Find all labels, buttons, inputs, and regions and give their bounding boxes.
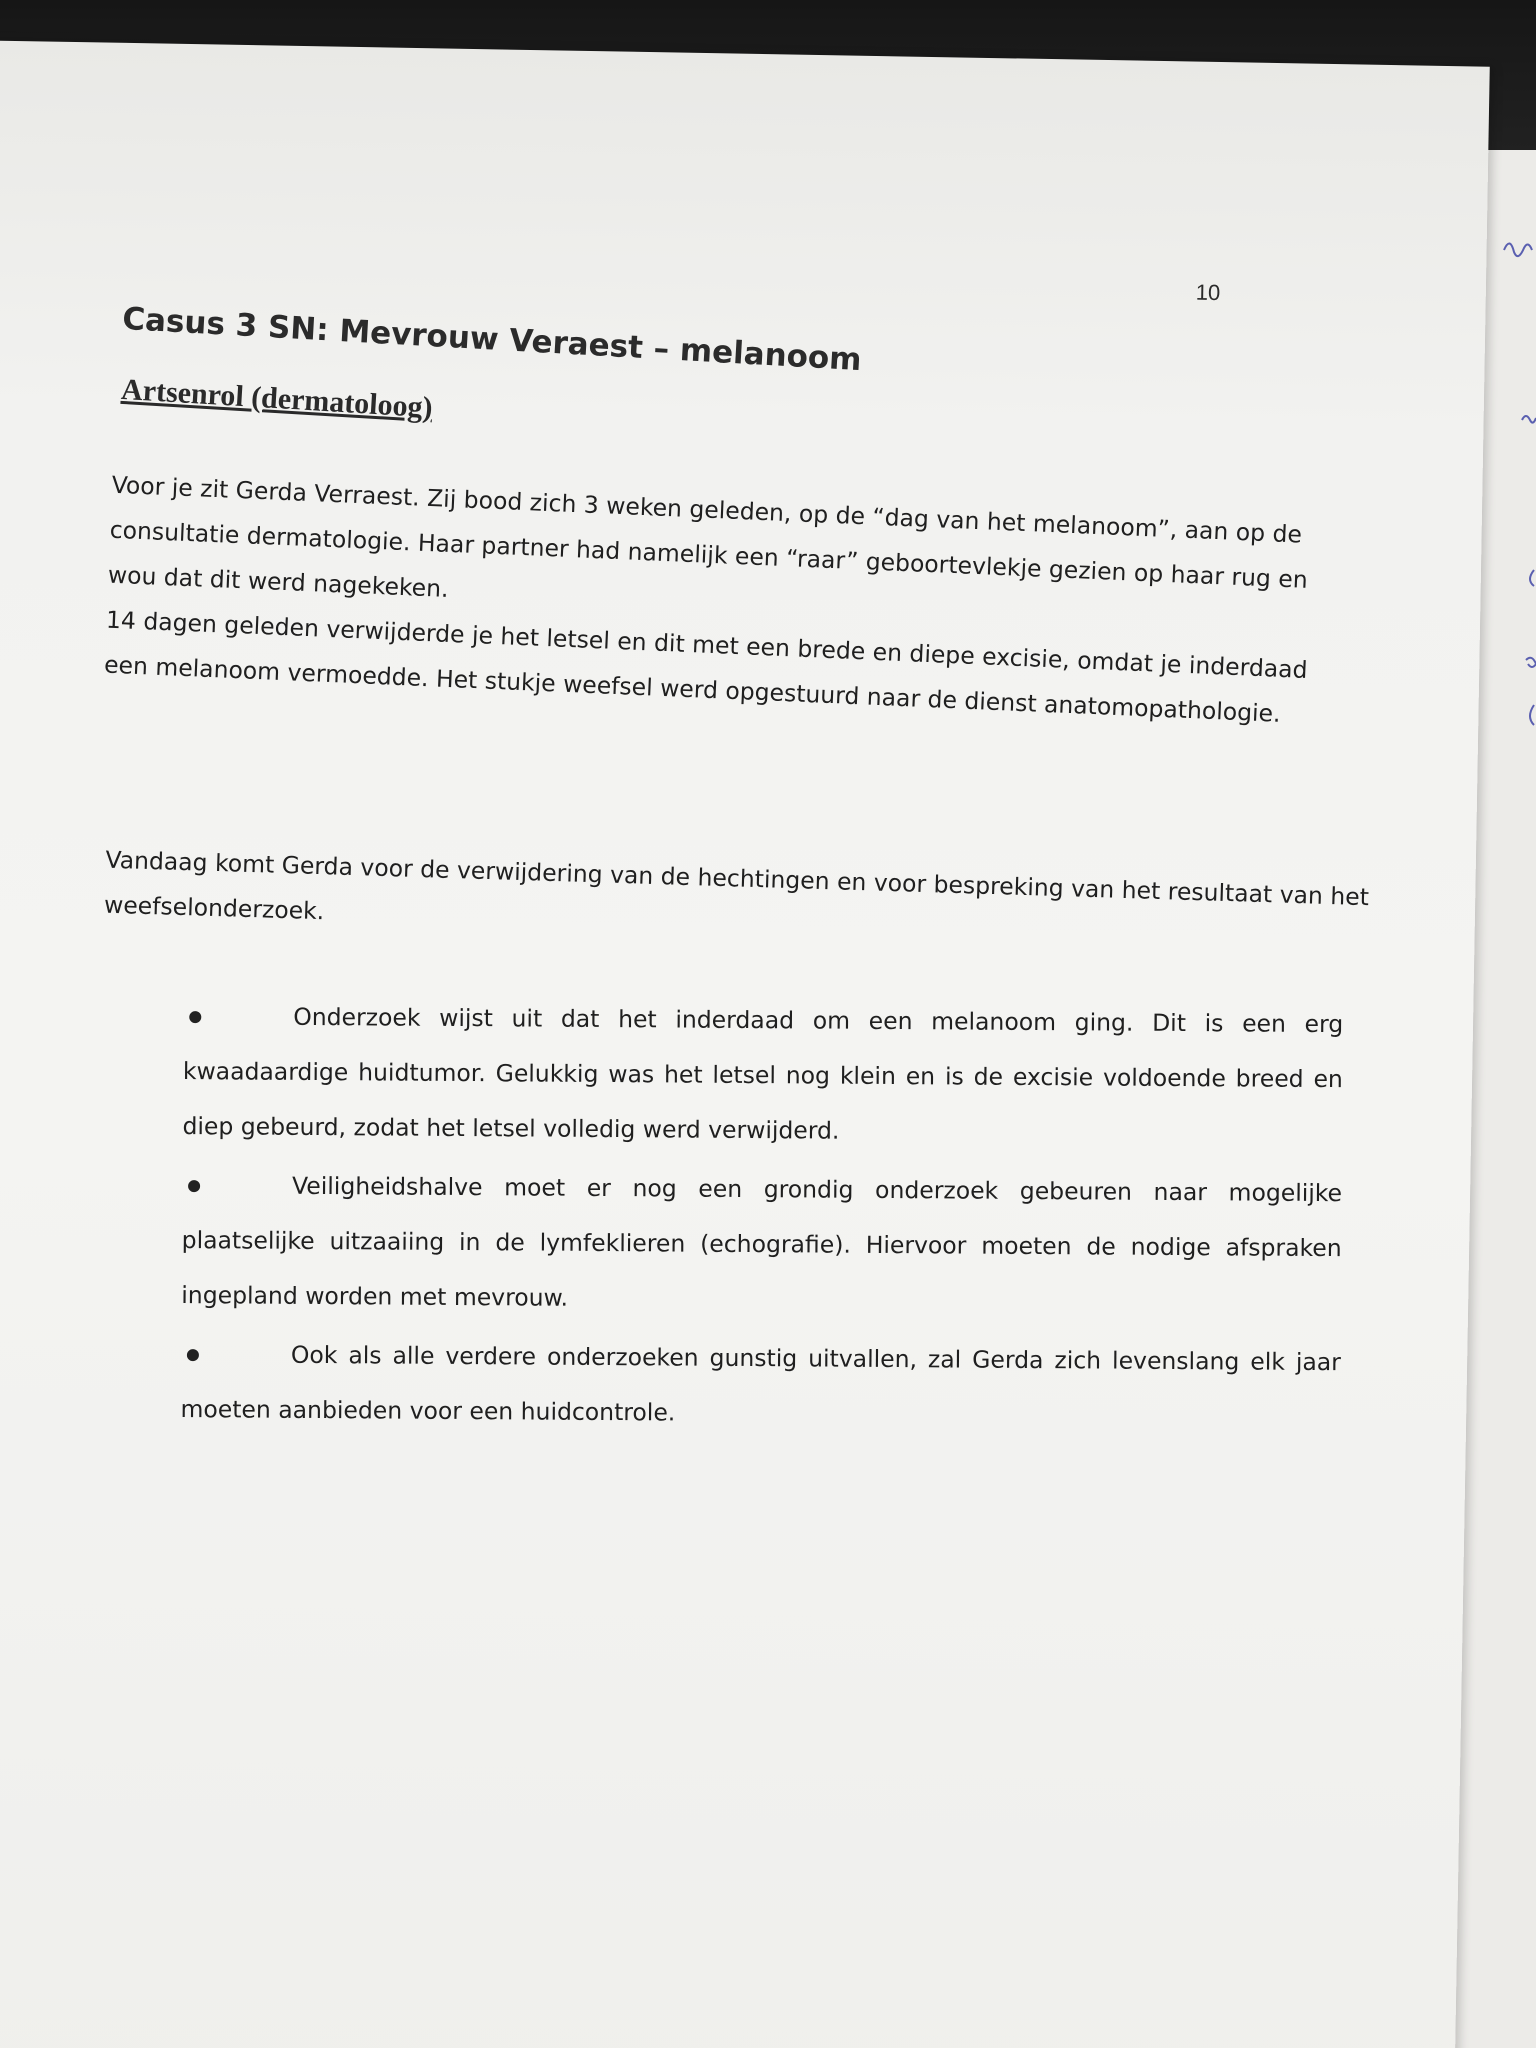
bullet-text: Veiligheidshalve moet er nog een grondig onderzoek gebeuren naar mogelijke plaatselijke uitzaaiing in de lymfeklieren (echografie). Hiervoor moeten de nodige afspraken ingepland worden met mevrouw. (181, 1171, 1343, 1312)
document-page (0, 40, 1490, 2048)
bullet-icon (189, 1011, 201, 1023)
bullet-text: Onderzoek wijst uit dat het inderdaad om een melanoom ging. Dit is een erg kwaadaardige huidtumor. Gelukkig was het letsel nog klein en is de excisie voldoende breed en diep gebeurd, zodat het letsel volledig werd verwijderd. (182, 1002, 1344, 1145)
bullet-icon (187, 1349, 199, 1361)
page-number: 10 (1195, 279, 1221, 306)
list-item (182, 989, 1343, 1162)
handwriting-stroke (1526, 658, 1536, 667)
handwriting-stroke (1530, 705, 1534, 725)
handwriting-stroke (1530, 570, 1534, 586)
intro-section (103, 463, 1361, 740)
excision-paragraph: 14 dagen geleden verwijderde je het letsel en dit met een brede en diepe excisie, omdat je inderdaad een melanoom vermoedde. Het stukje weefsel werd opgestuurd naar de dienst anatomopathologie. (103, 605, 1309, 728)
list-item (181, 1158, 1342, 1331)
bullet-text: Ook als alle verdere onderzoeken gunstig uitvallen, zal Gerda zich levenslang elk jaar moeten aanbieden voor een huidcontrole. (180, 1340, 1341, 1427)
role-heading: Artsenrol (dermatoloog) (120, 372, 434, 425)
handwriting-stroke (1504, 243, 1532, 256)
findings-list (180, 989, 1343, 1449)
bullet-icon (188, 1180, 200, 1192)
intro-paragraph: Voor je zit Gerda Verraest. Zij bood zich 3 weken geleden, op de “dag van het melanoom”, aan op de consultatie dermatologie. Haar partner had namelijk een “raar” geboortevlekje gezien op haar rug en wou dat dit werd nagekeken. (107, 470, 1309, 603)
handwriting-stroke (1522, 416, 1536, 423)
today-paragraph: Vandaag komt Gerda voor de verwijdering van de hechtingen en voor bespreking van het resultaat van het weefselonderzoek. (103, 845, 1370, 926)
list-item (180, 1327, 1341, 1445)
case-title: Casus 3 SN: Mevrouw Veraest – melanoom (121, 300, 863, 379)
